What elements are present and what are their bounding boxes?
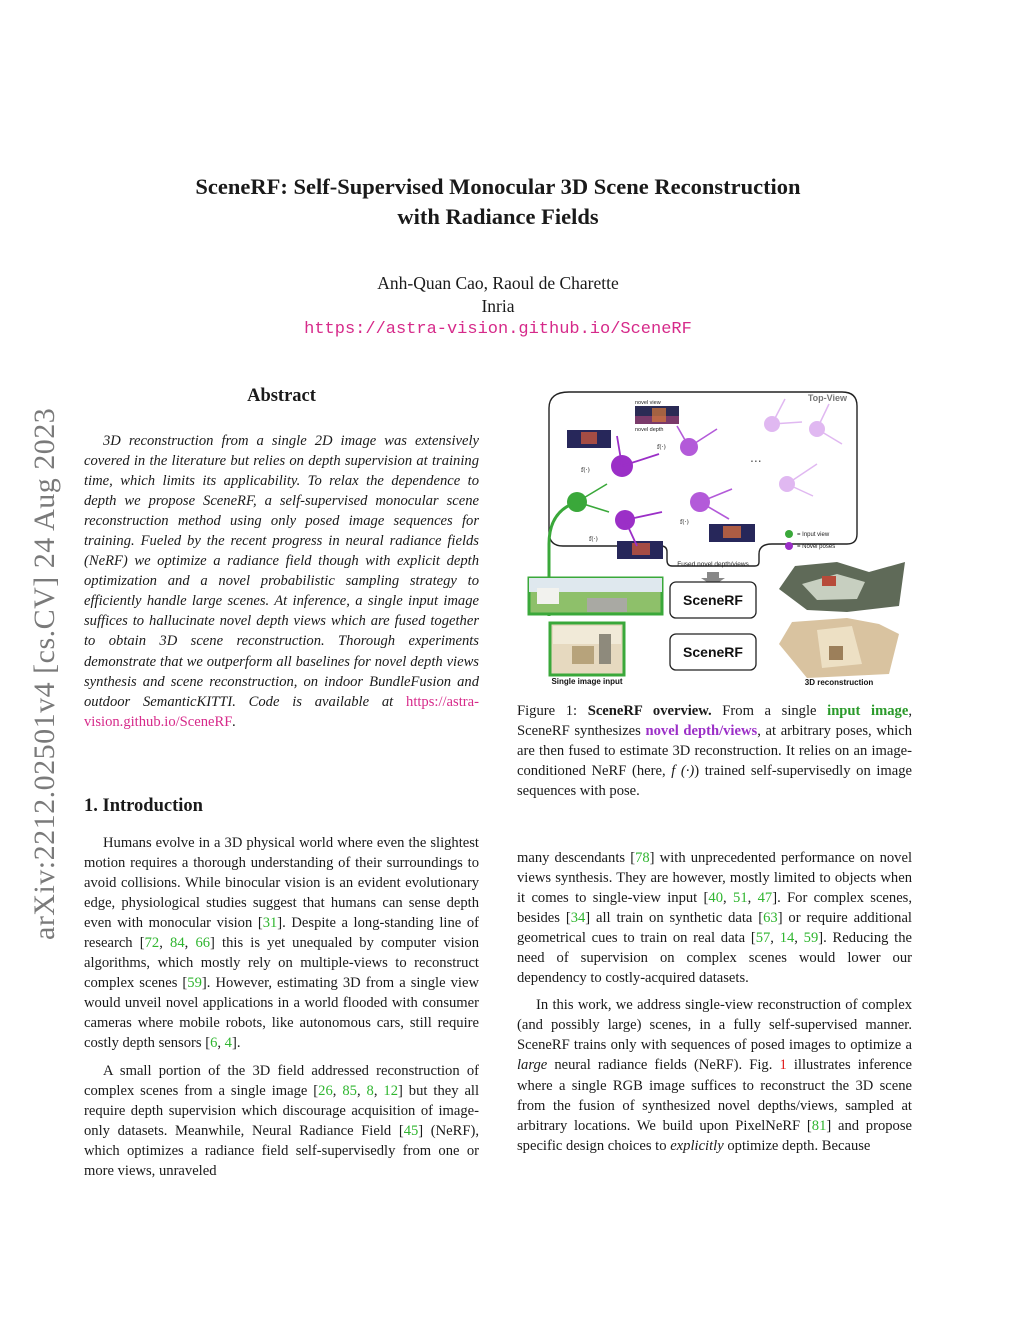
scenerf-box-top-label: SceneRF [683, 592, 743, 608]
right-p1-text-c: ]. For complex scenes, besides [ [517, 890, 913, 927]
figure-1-caption [517, 701, 912, 801]
figure-1-overview [517, 384, 912, 694]
author-block [200, 272, 796, 341]
fused-depth-label: Fused novel depth/views [677, 561, 749, 568]
single-input-indoor-image [550, 623, 624, 675]
citation-34[interactable]: 34 [570, 910, 586, 927]
project-url-link[interactable]: https://astra-vision.github.io/SceneRF [304, 320, 692, 339]
abstract-body: 3D reconstruction from a single 2D image was extensively covered in the literature but relies on depth supervision at training time, which limits its applicability. To relax the dependence to depth we propose SceneRF, a self-supervised monocular scene reconstruction method using only posed image sequences for training. Fueled by the recent progress in neural radiance fields (NeRF) we optimize a radiance field though with explicit depth optimization and a novel probabilistic sampling strategy to efficiently handle large scenes. At inference, a single input image suffices to hallucinate novel depth views which are fused together to obtain 3D scene reconstruction. Thorough experiments demonstrate that we outperform all baselines for novel depth views synthesis and scene reconstruction, on indoor BundleFusion and outdoor SemanticKITTI. Code is available at [84, 433, 479, 710]
f-label-2: f(·) [657, 444, 666, 451]
citation-45[interactable]: 45 [403, 1122, 419, 1139]
intro-p1-text-e: ]. [231, 1035, 241, 1052]
right-p1-text-d: ] all train on synthetic data [ [585, 910, 764, 927]
legend-input-view: = Input view [797, 532, 830, 538]
citation-84[interactable]: 84 [170, 935, 185, 952]
affiliation: Inria [481, 296, 515, 316]
right-column-body [517, 848, 912, 1163]
abstract-end: . [232, 713, 237, 730]
intro-paragraph-2: A small portion of the 3D field addressed reconstruction of complex scenes from a single image [26, 85, 8, 12] but they all require depth supervision which discourage acquisition of image-only datasets. Meanwhile, Neural Radiance Field [45] (NeRF), which optimizes a radiance field self-supervisedly from one or more views, unraveled [84, 1062, 480, 1179]
f-label-3: f(·) [680, 519, 689, 526]
right-p2-text-b: neural radiance fields (NeRF). Fig. [554, 1057, 773, 1074]
abstract-text [84, 431, 479, 732]
caption-novel-views: novel depth/views [645, 723, 758, 740]
right-paragraph-2 [517, 995, 912, 1155]
citation-66[interactable]: 66 [195, 935, 211, 952]
right-p1-text-f: ]. Reducing the need of supervision on complex scenes would lower our dependency to costly-acquired datasets. [517, 930, 913, 987]
input-street-image [529, 578, 662, 614]
citation-81[interactable]: 81 [811, 1117, 827, 1134]
depth-thumbnail-3 [617, 541, 663, 559]
right-p1-text-b: ] with unprecedented performance on novel views synthesis. They are however, mostly limited to objects when it comes to single-view input [ [517, 850, 912, 907]
section-heading-introduction: 1. Introduction [84, 796, 203, 816]
depth-thumbnail-1 [567, 430, 611, 448]
citation-59[interactable]: 59 [187, 975, 202, 992]
citation-6[interactable]: 6 [210, 1035, 218, 1052]
intro-paragraph-1: Humans evolve in a 3D physical world where even the slightest motion requires a thorough understanding of their surroundings to avoid collisions. While binocular vision is an evident evolutionary edge, physiological studies suggest that humans can sense depth even with monocular vision [31]. Despite a long-standing line of research [72, 84, 66] this is yet unequaled by computer vision algorithms, which mostly rely on multiple-views to reconstruct complex scenes [59]. However, estimating 3D from a single view would unveil novel applications in a world flooded with consumer cameras where mobile robots, like autonomous cars, still require costly depth sensors [6, 4]. [84, 835, 479, 1052]
depth-thumbnail-2 [709, 524, 755, 542]
right-p2-text-d: ] and propose specific design choices to [517, 1117, 912, 1154]
citation-57[interactable]: 57 [755, 930, 771, 947]
reconstruction-street [779, 562, 905, 612]
novel-view-label: novel view [635, 400, 661, 406]
citation-85[interactable]: 85 [342, 1082, 357, 1099]
intro-p2-text-c: ] (NeRF), which optimizes a radiance field self-supervisedly from one or more views, unraveled [84, 1122, 479, 1179]
caption-text-1: From a single [722, 703, 817, 719]
citation-40[interactable]: 40 [708, 890, 724, 907]
title-line-2: with Radiance Fields [397, 204, 599, 229]
f-label-4: f(·) [589, 536, 598, 543]
caption-function: f (·) [671, 763, 695, 780]
intro-p2-text-b: ] but they all require depth supervision which discourage acquisition of image-only datasets. Meanwhile, Neural Radiance Field [ [84, 1082, 480, 1139]
citation-72[interactable]: 72 [144, 935, 160, 952]
reconstruction-indoor [779, 618, 899, 678]
left-column-body [84, 833, 479, 1188]
author-names: Anh-Quan Cao, Raoul de Charette [377, 273, 619, 293]
abstract-heading: Abstract [247, 386, 316, 406]
scenerf-box-bottom-label: SceneRF [683, 644, 743, 660]
caption-label: Figure 1: [517, 703, 578, 719]
citation-63[interactable]: 63 [763, 910, 778, 927]
citation-59-right[interactable]: 59 [803, 930, 819, 947]
f-label-1: f(·) [581, 467, 590, 474]
intro-p1-text-a: Humans evolve in a 3D physical world where even the slightest motion requires a thorough understanding of their surroundings to avoid collisions. While binocular vision is an evident evolutionary edge, physiological studies suggest that humans can sense depth even with monocular vision [ [84, 835, 479, 932]
novel-depth-label: novel depth [635, 427, 664, 433]
caption-input-image: input image [827, 703, 909, 719]
caption-text-2: , SceneRF synthesizes [517, 703, 912, 740]
right-paragraph-1: many descendants [78] with unprecedented performance on novel views synthesis. They are however, mostly limited to objects when it comes to single-view input [40, 51, 47]. For complex scenes, besides [34] all train on synthetic data [63] or require additional geometrical cues to train on real data [57, 14, 59]. Reducing the need of supervision on complex scenes would lower our dependency to costly-acquired datasets. [517, 850, 913, 987]
right-p1-text-e: ] or require additional geometrical cues to train on real data [ [517, 910, 912, 947]
single-image-input-label: Single image input [551, 677, 623, 686]
scenerf-box-top [670, 582, 756, 618]
citation-26[interactable]: 26 [318, 1082, 333, 1099]
emphasis-explicitly: explicitly [670, 1137, 724, 1154]
caption-text-3: , at arbitrary poses, which are then fused to estimate 3D reconstruction. It relies on an image-conditioned NeRF (here, [517, 723, 912, 780]
citation-78[interactable]: 78 [635, 850, 650, 866]
citation-31[interactable]: 31 [262, 915, 278, 932]
abstract-code-link[interactable]: https://astra-vision.github.io/SceneRF [84, 693, 479, 730]
citation-47[interactable]: 47 [757, 890, 773, 907]
novel-view-thumbnail [635, 406, 679, 424]
reconstruction-label: 3D reconstruction [804, 678, 874, 687]
paper-title [120, 172, 876, 232]
figure-1-reference[interactable]: 1 [779, 1057, 787, 1074]
right-p1-text-a: many descendants [ [517, 850, 636, 866]
citation-12[interactable]: 12 [383, 1082, 399, 1099]
intro-p2-text-a: A small portion of the 3D field addressed reconstruction of complex scenes from a single image [ [84, 1062, 479, 1099]
intro-p1-text-b: ]. Despite a long-standing line of research [ [84, 915, 479, 952]
caption-text-4: ) trained self-supervisedly on image sequences with pose. [517, 763, 912, 800]
citation-51[interactable]: 51 [733, 890, 748, 907]
intro-p1-text-d: ]. However, estimating 3D from a single view would unveil novel applications in a world flooded with consumer cameras where mobile robots, like autonomous cars, still require costly depth sensors [ [84, 975, 479, 1052]
intro-p1-text-c: ] this is yet unequaled by computer vision algorithms, which mostly rely on multiple-views to reconstruct complex scenes [ [84, 935, 479, 992]
top-view-label: Top-View [807, 393, 847, 403]
right-p2-text-a: In this work, we address single-view reconstruction of complex (and possibly large) scenes, in a fully self-supervised manner. SceneRF trains only with sequences of posed images to optimize a [517, 997, 912, 1054]
citation-14[interactable]: 14 [779, 930, 795, 947]
scenerf-box-bottom [670, 634, 756, 670]
arxiv-identifier: arXiv:2212.02501v4 [cs.CV] 24 Aug 2023 [28, 407, 61, 940]
right-p2-text-c: illustrates inference where a single RGB image suffices to reconstruct the 3D scene from the fusion of synthesized novel depths/views, sampled at arbitrary locations. We build upon PixelNeRF [ [517, 1057, 912, 1134]
legend-novel-poses: = Novel poses [797, 544, 836, 550]
title-line-1: SceneRF: Self-Supervised Monocular 3D Scene Reconstruction [195, 174, 801, 199]
citation-4[interactable]: 4 [224, 1035, 232, 1052]
caption-title: SceneRF overview. [587, 703, 712, 719]
more-poses-ellipsis: ... [750, 449, 762, 465]
right-p2-text-e: optimize depth. Because [727, 1137, 871, 1154]
citation-8[interactable]: 8 [366, 1082, 374, 1099]
emphasis-large: large [517, 1057, 548, 1074]
